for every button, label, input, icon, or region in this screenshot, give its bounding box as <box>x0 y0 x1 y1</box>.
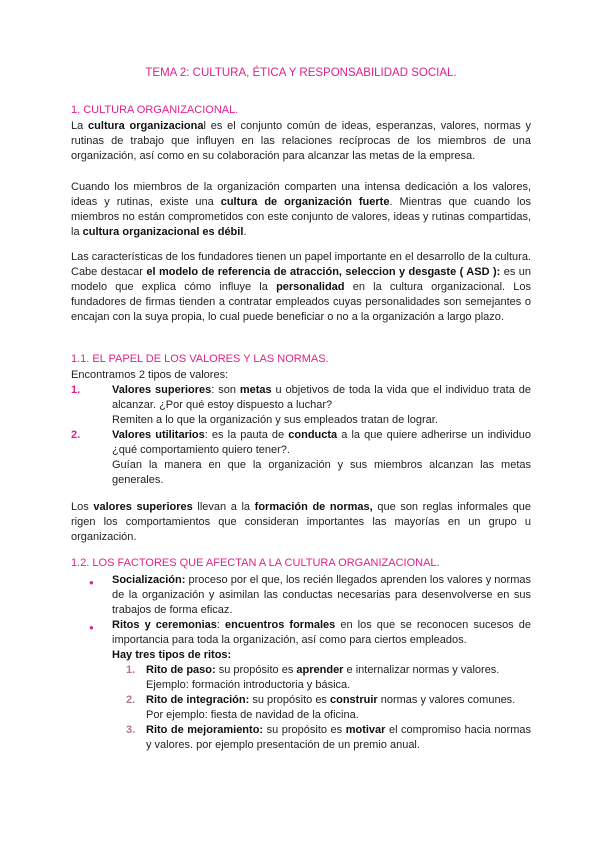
list-number: 1. <box>71 384 81 396</box>
section-1-1-heading: 1.1. EL PAPEL DE LOS VALORES Y LAS NORMAS. <box>71 353 329 365</box>
list-item: 1. Rito de paso: su propósito es aprender e internalizar normas y valores. Ejemplo: formación introductoria y básica. <box>126 664 500 691</box>
values-intro: Encontramos 2 tipos de valores: <box>71 369 229 381</box>
document-title: TEMA 2: CULTURA, ÉTICA Y RESPONSABILIDAD SOCIAL. <box>145 67 457 79</box>
list-number: 2. <box>126 694 136 706</box>
list-item: 3. Rito de mejoramiento: su propósito es motivar el compromiso hacia normas y valores. por ejemplo presentación de un premio anual. <box>126 724 531 751</box>
section-1-paragraph-2: Cuando los miembros de la organización comparten una intensa dedicación a los valores, ideas y rutinas, existe una cultura de organización fuerte. Mientras que cuando los miembros no están comprometidos con este conjunto de valores, ideas y rutinas compartidas, la cultura organizacional es débil. <box>71 181 531 238</box>
list-number: 2. <box>71 429 81 441</box>
list-item: ● Ritos y ceremonias: encuentros formales en los que se reconocen sucesos de importancia para toda la organización, así como para ciertos empleados. <box>89 619 531 646</box>
section-1-2-heading: 1.2. LOS FACTORES QUE AFECTAN A LA CULTURA ORGANIZACIONAL. <box>71 557 440 569</box>
list-item: 2. Rito de integración: su propósito es construir normas y valores comunes. Por ejemplo: fiesta de navidad de la oficina. <box>126 694 516 721</box>
list-number: 3. <box>126 724 136 736</box>
values-paragraph: Los valores superiores llevan a la formación de normas, que son reglas informales que rigen los comportamientos que consideran importantes las mayorías en un grupo u organización. <box>71 501 531 543</box>
rites-heading: Hay tres tipos de ritos: <box>112 649 232 661</box>
list-item: 2. Valores utilitarios: es la pauta de conducta a la que quiere adherirse un individuo ¿qué comportamiento quiero tener?. Guían la manera en que la organización y sus miembros alcanzan las metas generales. <box>71 429 531 486</box>
bullet-icon: ● <box>89 623 94 632</box>
list-item: ● Socialización: proceso por el que, los recién llegados aprenden los valores y normas de la organización y asimilan las conductas necesarias para desenvolverse en sus trabajos de forma eficaz. <box>89 574 531 616</box>
list-item: 1. Valores superiores: son metas u objetivos de toda la vida que el individuo trata de alcanzar. ¿Por qué estoy dispuesto a luchar? Remiten a lo que la organización y sus empleados tratan de lograr. <box>71 384 531 426</box>
section-1-heading: 1. CULTURA ORGANIZACIONAL. <box>71 104 239 116</box>
section-1-paragraph-3: Las características de los fundadores tienen un papel importante en el desarrollo de la cultura. Cabe destacar el modelo de referencia de atracción, seleccion y desgaste ( ASD ): es un modelo que explica cómo influye la personalidad en la cultura organizacional. Los fundadores de firmas tienden a contratar empleados cuyas personalidades son semejantes o encajan con la suya propia, lo cual puede beneficiar o no a la organización a largo plazo. <box>71 251 532 323</box>
bullet-icon: ● <box>89 578 94 587</box>
list-number: 1. <box>126 664 136 676</box>
section-1-paragraph-1: La cultura organizacional es el conjunto común de ideas, esperanzas, valores, normas y rutinas de trabajo que influyen en las relaciones recíprocas de los miembros de una organización, así como en su colaboración para alcanzar las metas de la empresa. <box>71 120 531 162</box>
